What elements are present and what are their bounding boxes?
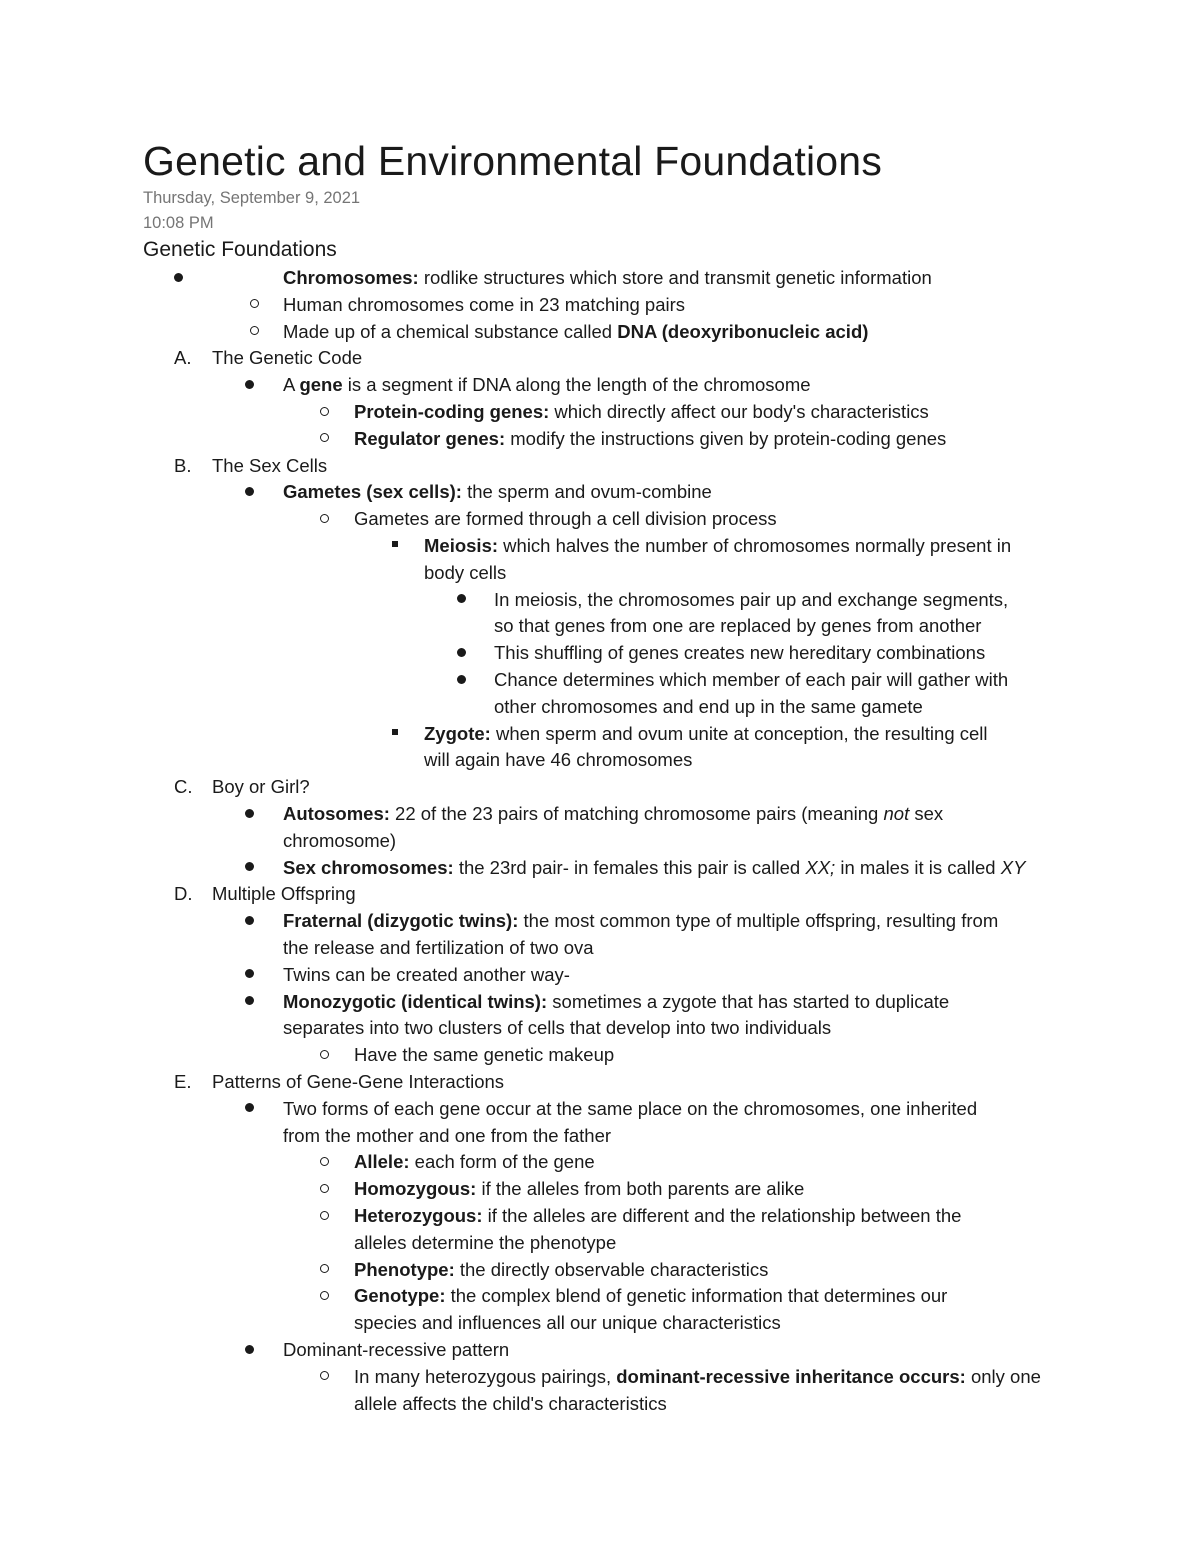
list-item (283, 801, 943, 828)
bullet-icon (457, 640, 466, 667)
circle-bullet-icon (320, 1364, 329, 1391)
line-text: the most common type of multiple offspring, resulting from (518, 910, 999, 932)
line-text: body cells (424, 561, 507, 583)
line-text: This shuffling of genes creates new hereditary combinations (494, 642, 986, 664)
line-text: A (283, 374, 300, 396)
list-item (494, 613, 981, 640)
list-item (354, 506, 777, 533)
term-bold: Phenotype: (354, 1258, 455, 1280)
outline-section (212, 774, 310, 801)
list-item (283, 265, 932, 292)
outline-section (212, 453, 327, 480)
list-item (354, 1364, 1041, 1391)
list-item (283, 1015, 831, 1042)
bullet-icon (457, 667, 466, 694)
line-text: in males it is called (835, 856, 1001, 878)
list-item (283, 962, 570, 989)
outline-letter: C. (174, 776, 193, 798)
list-item (283, 908, 998, 935)
bullet-icon (245, 908, 254, 935)
line-text: Made up of a chemical substance called (283, 320, 618, 342)
square-bullet-icon (392, 533, 398, 560)
list-item (283, 1337, 509, 1364)
term-bold: Homozygous: (354, 1178, 477, 1200)
bullet-icon (245, 962, 254, 989)
line-text: rodlike structures which store and transmit genetic information (418, 267, 932, 288)
line-text: only one (965, 1365, 1041, 1387)
line-text: allele affects the child's characteristics (354, 1392, 667, 1414)
line-text: Two forms of each gene occur at the same place on the chromosomes, one inherited (283, 1097, 978, 1119)
line-text: sex (909, 803, 944, 824)
list-item (283, 935, 594, 962)
outline-section (212, 1069, 504, 1096)
list-item (283, 855, 1025, 882)
line-text: species and influences all our unique characteristics (354, 1312, 781, 1334)
line-text: Boy or Girl? (212, 776, 310, 798)
bullet-icon (245, 855, 254, 882)
line-text: Dominant-recessive pattern (283, 1339, 510, 1360)
list-item (354, 1042, 614, 1069)
line-text: modify the instructions given by protein-coding genes (505, 427, 947, 449)
term-bold: Gametes (sex cells): (283, 481, 462, 503)
list-item (354, 1257, 768, 1284)
circle-bullet-icon (320, 1283, 329, 1310)
term-bold: Regulator genes: (354, 427, 506, 449)
line-text: The Sex Cells (212, 454, 328, 476)
line-text: The Genetic Code (212, 347, 363, 369)
list-item (424, 747, 692, 774)
line-text: which halves the number of chromosomes normally present in (498, 535, 1012, 556)
line-text: Chance determines which member of each pair will gather with (494, 669, 1009, 690)
page-title: Genetic and Environmental Foundations (143, 138, 883, 184)
bullet-icon (245, 801, 254, 828)
term-bold: Chromosomes: (283, 267, 419, 288)
circle-bullet-icon (320, 1257, 329, 1284)
line-text: other chromosomes and end up in the same gamete (494, 695, 923, 717)
square-bullet-icon (392, 721, 398, 748)
list-item (354, 1310, 781, 1337)
bullet-icon (174, 265, 183, 292)
line-text: separates into two clusters of cells that develop into two individuals (283, 1017, 832, 1039)
term-bold: Fraternal (dizygotic twins): (283, 910, 519, 932)
line-text: Human chromosomes come in 23 matching pairs (283, 293, 686, 315)
circle-bullet-icon (320, 1149, 329, 1176)
line-text: Multiple Offspring (212, 883, 356, 905)
term-bold: Autosomes: (283, 803, 390, 824)
line-text: the release and fertilization of two ova (283, 937, 594, 958)
line-text: each form of the gene (409, 1151, 595, 1173)
term-bold: Sex chromosomes: (283, 856, 454, 878)
page-time: 10:08 PM (143, 214, 214, 232)
line-text: when sperm and ovum unite at conception, the resulting cell (490, 722, 988, 744)
circle-bullet-icon (320, 426, 329, 453)
list-item (354, 1391, 667, 1418)
term-bold: Zygote: (424, 722, 491, 744)
circle-bullet-icon (250, 319, 259, 346)
line-text: the directly observable characteristics (454, 1258, 769, 1280)
term-bold: gene (299, 374, 343, 396)
list-item (494, 694, 923, 721)
list-item (494, 587, 1008, 614)
term-bold: DNA (deoxyribonucleic acid) (617, 320, 869, 342)
list-item (354, 1176, 804, 1203)
line-text: is a segment if DNA along the length of the chromosome (342, 374, 811, 396)
bullet-icon (245, 1337, 254, 1364)
line-text: In many heterozygous pairings, (354, 1365, 617, 1387)
circle-bullet-icon (320, 399, 329, 426)
list-item (424, 533, 1011, 560)
list-item (424, 721, 988, 748)
line-text: In meiosis, the chromosomes pair up and exchange segments, (494, 588, 1009, 610)
bullet-icon (245, 479, 254, 506)
term-bold: Monozygotic (identical twins): (283, 990, 548, 1012)
term-bold: Protein-coding genes: (354, 401, 550, 422)
line-text: sometimes a zygote that has started to duplicate (547, 990, 950, 1012)
list-item (283, 292, 685, 319)
line-text: the sperm and ovum-combine (461, 481, 712, 503)
line-text: if the alleles are different and the relationship between the (482, 1205, 962, 1226)
list-item (283, 989, 949, 1016)
bullet-icon (245, 372, 254, 399)
list-item (283, 828, 396, 855)
outline-letter: B. (174, 454, 192, 476)
list-item (283, 1096, 977, 1123)
term-bold: Allele: (354, 1151, 410, 1173)
term-italic: XX; (805, 856, 836, 878)
list-item (494, 640, 985, 667)
term-bold: Heterozygous: (354, 1205, 483, 1226)
line-text: Gametes are formed through a cell division process (354, 508, 777, 530)
line-text: chromosome) (283, 829, 397, 851)
line-text: from the mother and one from the father (283, 1124, 612, 1146)
outline-letter: E. (174, 1071, 192, 1092)
list-item (424, 560, 506, 587)
outline-section (212, 881, 356, 908)
circle-bullet-icon (320, 1203, 329, 1230)
circle-bullet-icon (320, 506, 329, 533)
line-text: alleles determine the phenotype (354, 1231, 617, 1253)
line-text: the complex blend of genetic information that determines our (445, 1285, 948, 1307)
line-text: Twins can be created another way- (283, 963, 570, 985)
line-text: Patterns of Gene-Gene Interactions (212, 1071, 505, 1092)
line-text: which directly affect our body's characteristics (549, 401, 929, 422)
term-italic: XY (1000, 856, 1026, 878)
list-item (354, 1283, 947, 1310)
circle-bullet-icon (250, 292, 259, 319)
list-item (283, 319, 868, 346)
section-heading: Genetic Foundations (143, 238, 337, 261)
bullet-icon (457, 587, 466, 614)
line-text: the 23rd pair- in females this pair is called (453, 856, 806, 878)
list-item (283, 372, 811, 399)
outline-letter: D. (174, 883, 193, 905)
list-item (283, 1123, 611, 1150)
outline-letter: A. (174, 347, 192, 369)
circle-bullet-icon (320, 1176, 329, 1203)
outline-section (212, 345, 362, 372)
line-text: 22 of the 23 pairs of matching chromosome pairs (meaning (389, 803, 884, 824)
page-date: Thursday, September 9, 2021 (143, 189, 361, 207)
bullet-icon (245, 1096, 254, 1123)
line-text: will again have 46 chromosomes (424, 749, 693, 771)
list-item (354, 1203, 961, 1230)
term-bold: dominant-recessive inheritance occurs: (616, 1365, 966, 1387)
line-text: Have the same genetic makeup (354, 1044, 615, 1066)
list-item (283, 479, 712, 506)
line-text: if the alleles from both parents are alike (476, 1178, 805, 1200)
term-bold: Meiosis: (424, 535, 499, 556)
line-text: so that genes from one are replaced by genes from another (494, 615, 982, 637)
bullet-icon (245, 989, 254, 1016)
circle-bullet-icon (320, 1042, 329, 1069)
list-item (354, 426, 946, 453)
term-bold: Genotype: (354, 1285, 446, 1307)
list-item (494, 667, 1008, 694)
list-item (354, 1149, 595, 1176)
list-item (354, 1230, 616, 1257)
list-item (354, 399, 929, 426)
term-italic: not (883, 803, 910, 824)
